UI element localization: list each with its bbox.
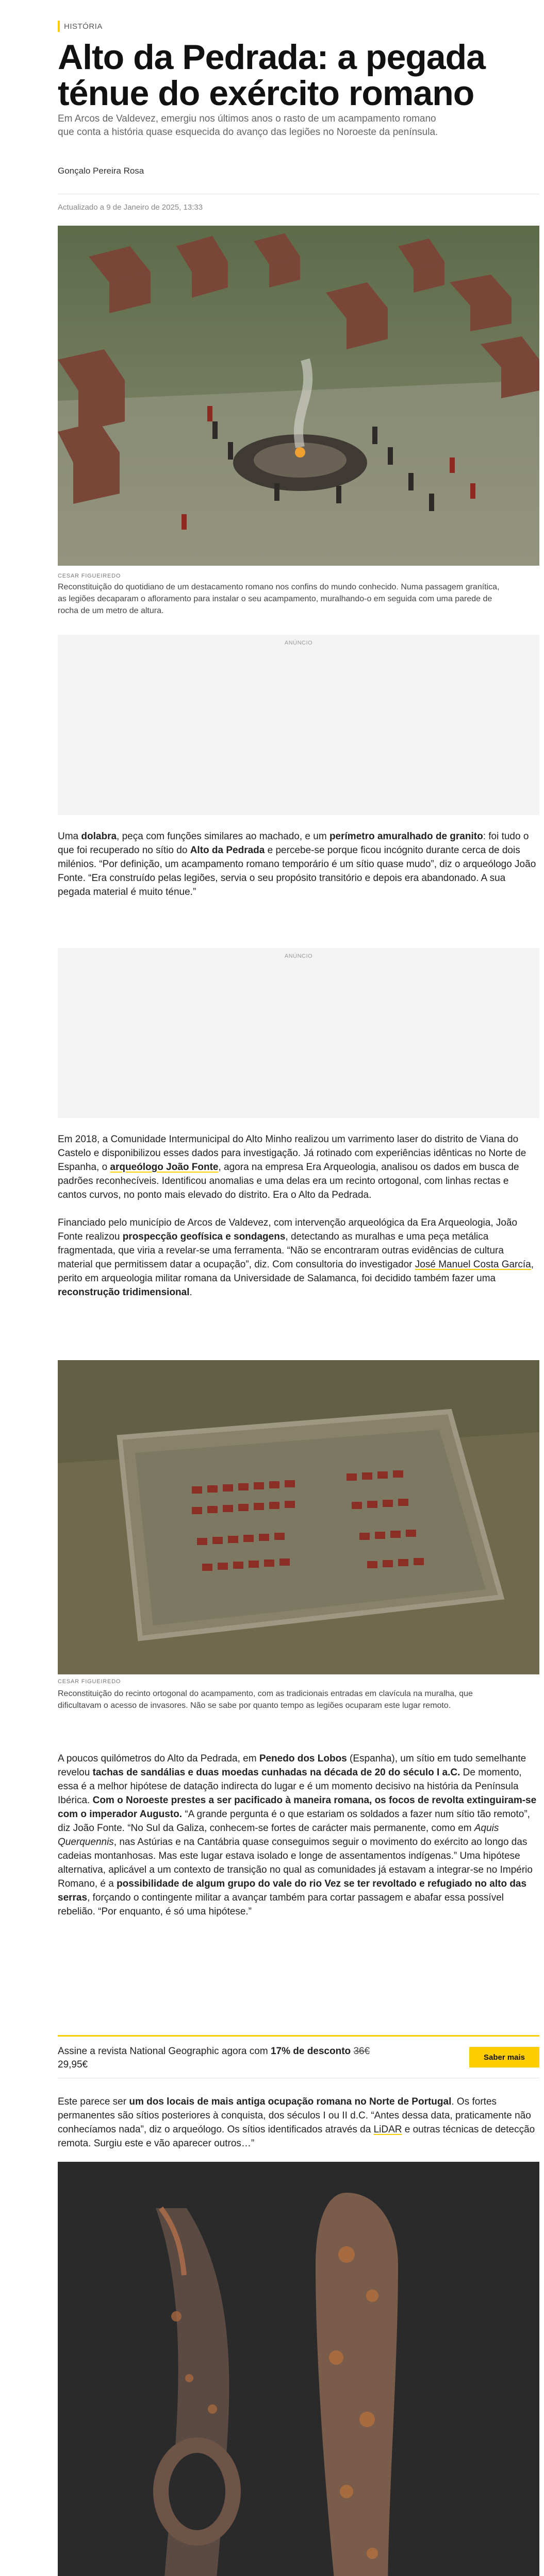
- article-title: Alto da Pedrada: a pegada ténue do exército romano: [58, 38, 485, 113]
- section-kicker[interactable]: [58, 21, 103, 32]
- promo-copy: Assine a revista National Geographic agora com: [58, 2046, 271, 2057]
- text: , agora na empresa Era Arqueologia, analisou os dados em busca de padrões reconhecíveis. Identificou anomalias e uma delas era um recinto ortogonal, com linhas rectas e cantos curvos, no ponto mais elevado do distrito. Era o Alto da Pedrada.: [58, 1162, 519, 1200]
- emphasis: reconstrução tridimensional: [58, 1287, 190, 1298]
- emphasis: prospecção geofísica e sondagens: [122, 1231, 286, 1242]
- emphasis: Penedo dos Lobos: [259, 1753, 347, 1764]
- promo-new-price: 29,95€: [58, 2059, 88, 2070]
- photo-credit: CESAR FIGUEIREDO: [58, 573, 121, 579]
- emphasis: Com o Noroeste prestes a ser pacificado à maneira romana, os focos de revolta extinguiram-se com o imperador Augusto.: [58, 1795, 537, 1820]
- text: .: [189, 1287, 192, 1298]
- photo-credit: CESAR FIGUEIREDO: [58, 1679, 121, 1685]
- emphasis: Alto da Pedrada: [190, 845, 265, 856]
- article-lede: Em Arcos de Valdevez, emergiu nos últimos anos o rasto de um acampamento romano que conta a história quase esquecida do avanço das legiões no Noroeste da península.: [58, 113, 438, 138]
- subscription-promo: [58, 2035, 539, 2078]
- hero-figure-caption-block: [58, 566, 539, 615]
- text: . Os fortes permanentes são sítios posteriores à conquista, dos séculos I ou II d.C. “Antes dessa data, praticamente não conhecíamos nada”, diz o arqueólogo. Os sítios identificados através da: [58, 2096, 531, 2135]
- text: De momento, essa é a melhor hipótese de datação indirecta do lugar e é um momento decisivo na história da Península Ibérica.: [58, 1767, 522, 1806]
- promo-old-price: 36€: [353, 2046, 370, 2057]
- inline-link[interactable]: José Manuel Costa García: [415, 1259, 531, 1270]
- paragraph: [58, 1752, 539, 1919]
- text: , detectando as muralhas e uma peça metálica fragmentada, que viria a revelar-se uma ferramenta. “Não se encontraram outras evidências de cultura material que permitissem datar a ocupação”, diz. Com consultoria do investigador: [58, 1231, 504, 1270]
- dolabra-figure: [58, 2162, 539, 2576]
- paragraph: [58, 2095, 539, 2150]
- ad-label: ANÚNCIO: [284, 953, 313, 959]
- text: , forçando o contingente militar a avançar também para cortar passagem e abafar essa possível rebelião. “Por enquanto, é só uma hipótese.”: [58, 1892, 504, 1917]
- hero-image[interactable]: [58, 226, 539, 566]
- figure-caption: Reconstituição do quotidiano de um destacamento romano nos confins do mundo conhecido. Numa passagem granítica, as legiões decaparam o afloramento para instalar o seu acampamento, muralhando-o em seguida com uma parede de rocha de um metro de altura.: [58, 583, 500, 615]
- emphasis: perímetro amuralhado de granito: [329, 831, 483, 842]
- hero-figure: [58, 226, 539, 401]
- text: “A grande pergunta é o que estariam os soldados a fazer num sítio tão remoto”, diz João Fonte. “No Sul da Galiza, conhecem-se fortes de carácter mais permanente, como em: [58, 1809, 530, 1834]
- text: (Espanha), um sítio em tudo semelhante revelou: [58, 1753, 526, 1778]
- camp-image[interactable]: [58, 1360, 539, 1674]
- inline-link[interactable]: LiDAR: [373, 2124, 402, 2135]
- text: , perito em arqueologia militar romana da Universidade de Salamanca, foi decidido também fazer uma: [58, 1259, 534, 1284]
- paragraph: [58, 829, 539, 899]
- inline-link[interactable]: arqueólogo João Fonte: [110, 1162, 219, 1173]
- paragraph: [58, 1216, 539, 1299]
- italic-term: Aquis Querquennis: [58, 1823, 499, 1848]
- emphasis: tachas de sandálias e duas moedas cunhadas na década de 20 do século I a.C.: [92, 1767, 460, 1778]
- updated-timestamp: Actualizado a 9 de Janeiro de 2025, 13:33: [58, 203, 203, 212]
- text: , nas Astúrias e na Cantábria quase conseguimos seguir o movimento do exército ao longo das cadeias montanhosas. Mas este lugar estava isolado e longe de assentamentos indígenas.” Uma hipótese alternativa, aplicável a um contexto de transição no qual as comunidades já estavam a integrar-se no Império Romano, é a: [58, 1837, 533, 1889]
- emphasis: dolabra: [81, 831, 117, 842]
- author-name[interactable]: Gonçalo Pereira Rosa: [58, 166, 144, 176]
- ad-slot[interactable]: [58, 948, 539, 1118]
- text: : foi tudo o que foi recuperado no sítio do: [58, 831, 529, 856]
- text: Em 2018, a Comunidade Intermunicipal do Alto Minho realizou um varrimento laser do distrito de Viana do Castelo e disponibilizou esses dados para investigação. Já rotinado com experiências idênticas no Norte de Espanha, o: [58, 1134, 526, 1173]
- dolabra-image[interactable]: [58, 2162, 539, 2576]
- text: A poucos quilómetros do Alto da Pedrada, em: [58, 1753, 259, 1764]
- subscribe-button[interactable]: Saber mais: [469, 2047, 539, 2067]
- promo-discount: 17% de desconto: [270, 2046, 351, 2057]
- text: Financiado pelo município de Arcos de Valdevez, com intervenção arqueológica da Era Arqueologia, João Fonte realizou: [58, 1217, 518, 1242]
- section-label: HISTÓRIA: [64, 22, 103, 31]
- figure-caption: Reconstituição do recinto ortogonal do acampamento, com as tradicionais entradas em clavícula na muralha, que dificultavam o acesso de invasores. Não se sabe por quanto tempo as legiões ocuparam este lugar remoto.: [58, 1689, 473, 1710]
- emphasis: possibilidade de algum grupo do vale do rio Vez se ter revoltado e refugiado no alto das serras: [58, 1878, 527, 1903]
- paragraph: [58, 1132, 539, 1202]
- camp-figure: [58, 1360, 539, 1674]
- ad-label: ANÚNCIO: [284, 640, 313, 646]
- emphasis: um dos locais de mais antiga ocupação romana no Norte de Portugal: [129, 2096, 452, 2107]
- camp-figure-caption-block: [58, 1679, 539, 1725]
- promo-text: [58, 2045, 419, 2072]
- ad-slot[interactable]: [58, 635, 539, 815]
- text: , peça com funções similares ao machado, e um: [117, 831, 329, 842]
- section-accent-bar: [58, 21, 60, 32]
- text: Uma: [58, 831, 81, 842]
- text: e outras técnicas de detecção remota. Surgiu este e vão aparecer outros…”: [58, 2124, 535, 2149]
- text: Este parece ser: [58, 2096, 129, 2107]
- text: e percebe-se porque ficou incógnito durante cerca de dois milénios. “Por definição, um acampamento romano temporário é um sítio quase mudo”, diz o arqueólogo João Fonte. “Era construído pelas legiões, servia o seu propósito transitório e depois era abandonado. A sua pegada material é muito ténue.”: [58, 845, 536, 897]
